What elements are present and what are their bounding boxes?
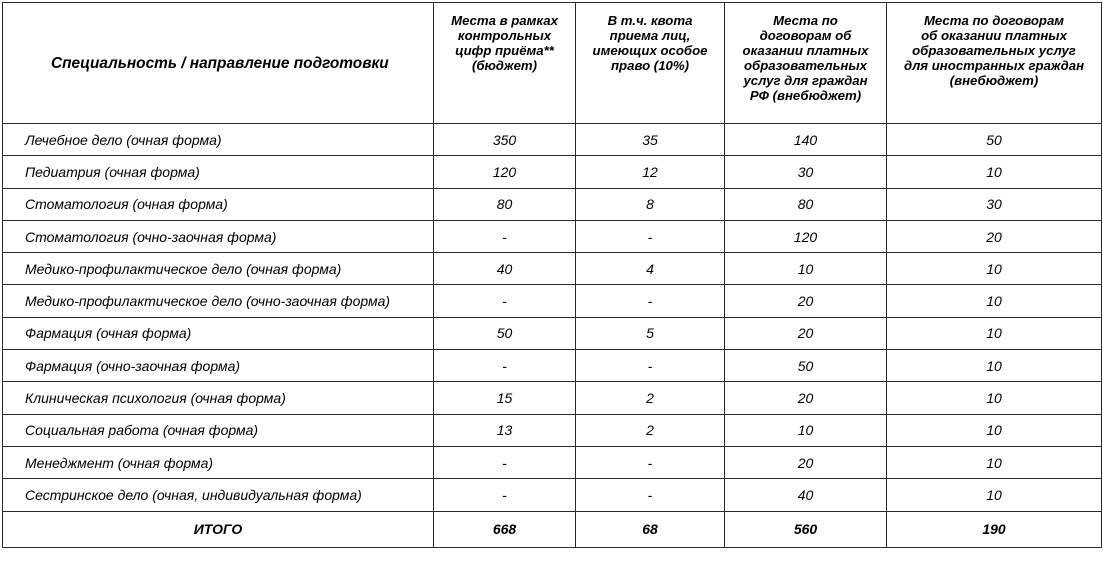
paid-rf-cell: 80 [725,188,887,220]
header-quota [576,3,725,124]
header-line: Места по договорам [923,13,1065,28]
total-paid-rf: 560 [725,511,887,547]
total-label: ИТОГО [3,511,434,547]
budget-cell: - [434,285,576,317]
specialty-name: Менеджмент (очная форма) [3,446,434,478]
budget-cell: - [434,479,576,511]
paid-rf-cell: 120 [725,220,887,252]
specialty-name: Фармация (очная форма) [3,317,434,349]
paid-foreign-cell: 10 [887,253,1102,285]
admission-table [2,2,1102,548]
quota-cell: - [576,285,725,317]
header-paid-foreign [887,3,1102,124]
header-line: цифр приёма** [455,43,554,58]
header-line: образовательных [744,58,867,73]
paid-foreign-cell: 10 [887,350,1102,382]
header-line: РФ (внебюджет) [749,88,862,103]
specialty-name: Стоматология (очно-заочная форма) [3,220,434,252]
paid-rf-cell: 40 [725,479,887,511]
header-line: об оказании платных [921,28,1067,43]
budget-cell: 120 [434,156,576,188]
header-line: (бюджет) [471,58,538,73]
header-line: приема лиц, [609,28,691,43]
table-row [3,124,1102,156]
budget-cell: 350 [434,124,576,156]
header-line: (внебюджет) [949,73,1039,88]
paid-foreign-cell: 30 [887,188,1102,220]
quota-cell: - [576,220,725,252]
table-row [3,446,1102,478]
header-budget [434,3,576,124]
quota-cell: - [576,446,725,478]
paid-foreign-cell: 10 [887,446,1102,478]
budget-cell: 13 [434,414,576,446]
quota-cell: 12 [576,156,725,188]
table-row [3,414,1102,446]
total-quota: 68 [576,511,725,547]
header-line: для иностранных граждан [903,58,1085,73]
specialty-name: Лечебное дело (очная форма) [3,124,434,156]
budget-cell: 50 [434,317,576,349]
header-line: услуг для граждан [743,73,868,88]
paid-rf-cell: 30 [725,156,887,188]
paid-foreign-cell: 10 [887,479,1102,511]
paid-foreign-cell: 10 [887,317,1102,349]
budget-cell: - [434,220,576,252]
paid-rf-cell: 140 [725,124,887,156]
total-budget: 668 [434,511,576,547]
table-row [3,188,1102,220]
specialty-name: Стоматология (очная форма) [3,188,434,220]
header-line: Места по [773,13,838,28]
paid-foreign-cell: 10 [887,285,1102,317]
table-row [3,156,1102,188]
header-line: оказании платных [742,43,869,58]
quota-cell: - [576,479,725,511]
specialty-name: Педиатрия (очная форма) [3,156,434,188]
header-line: договорам об [759,28,852,43]
specialty-name: Сестринское дело (очная, индивидуальная форма) [3,479,434,511]
paid-rf-cell: 50 [725,350,887,382]
specialty-name: Медико-профилактическое дело (очно-заочная форма) [3,285,434,317]
table-row [3,253,1102,285]
specialty-name: Медико-профилактическое дело (очная форма) [3,253,434,285]
specialty-name: Клиническая психология (очная форма) [3,382,434,414]
paid-foreign-cell: 10 [887,156,1102,188]
header-line: право (10%) [611,58,689,73]
specialty-name: Фармация (очно-заочная форма) [3,350,434,382]
header-paid-rf [725,3,887,124]
table-row [3,479,1102,511]
header-line: В т.ч. квота [607,13,693,28]
quota-cell: 8 [576,188,725,220]
header-line: образовательных услуг [912,43,1076,58]
header-line: контрольных [457,28,552,43]
quota-cell: 2 [576,414,725,446]
paid-rf-cell: 20 [725,285,887,317]
table-row [3,317,1102,349]
header-line: Места в рамках [451,13,558,28]
header-row [3,3,1102,124]
paid-rf-cell: 20 [725,317,887,349]
paid-foreign-cell: 50 [887,124,1102,156]
budget-cell: - [434,350,576,382]
paid-rf-cell: 20 [725,446,887,478]
quota-cell: 35 [576,124,725,156]
paid-rf-cell: 20 [725,382,887,414]
paid-foreign-cell: 10 [887,414,1102,446]
quota-cell: 4 [576,253,725,285]
paid-foreign-cell: 10 [887,382,1102,414]
header-line: имеющих особое [592,43,708,58]
total-paid-foreign: 190 [887,511,1102,547]
budget-cell: 40 [434,253,576,285]
budget-cell: 80 [434,188,576,220]
table-row [3,220,1102,252]
paid-foreign-cell: 20 [887,220,1102,252]
table-row [3,285,1102,317]
paid-rf-cell: 10 [725,253,887,285]
quota-cell: - [576,350,725,382]
budget-cell: 15 [434,382,576,414]
paid-rf-cell: 10 [725,414,887,446]
table-row [3,350,1102,382]
table-row [3,382,1102,414]
header-specialty: Специальность / направление подготовки [3,3,434,124]
total-row [3,511,1102,547]
quota-cell: 2 [576,382,725,414]
budget-cell: - [434,446,576,478]
quota-cell: 5 [576,317,725,349]
specialty-name: Социальная работа (очная форма) [3,414,434,446]
